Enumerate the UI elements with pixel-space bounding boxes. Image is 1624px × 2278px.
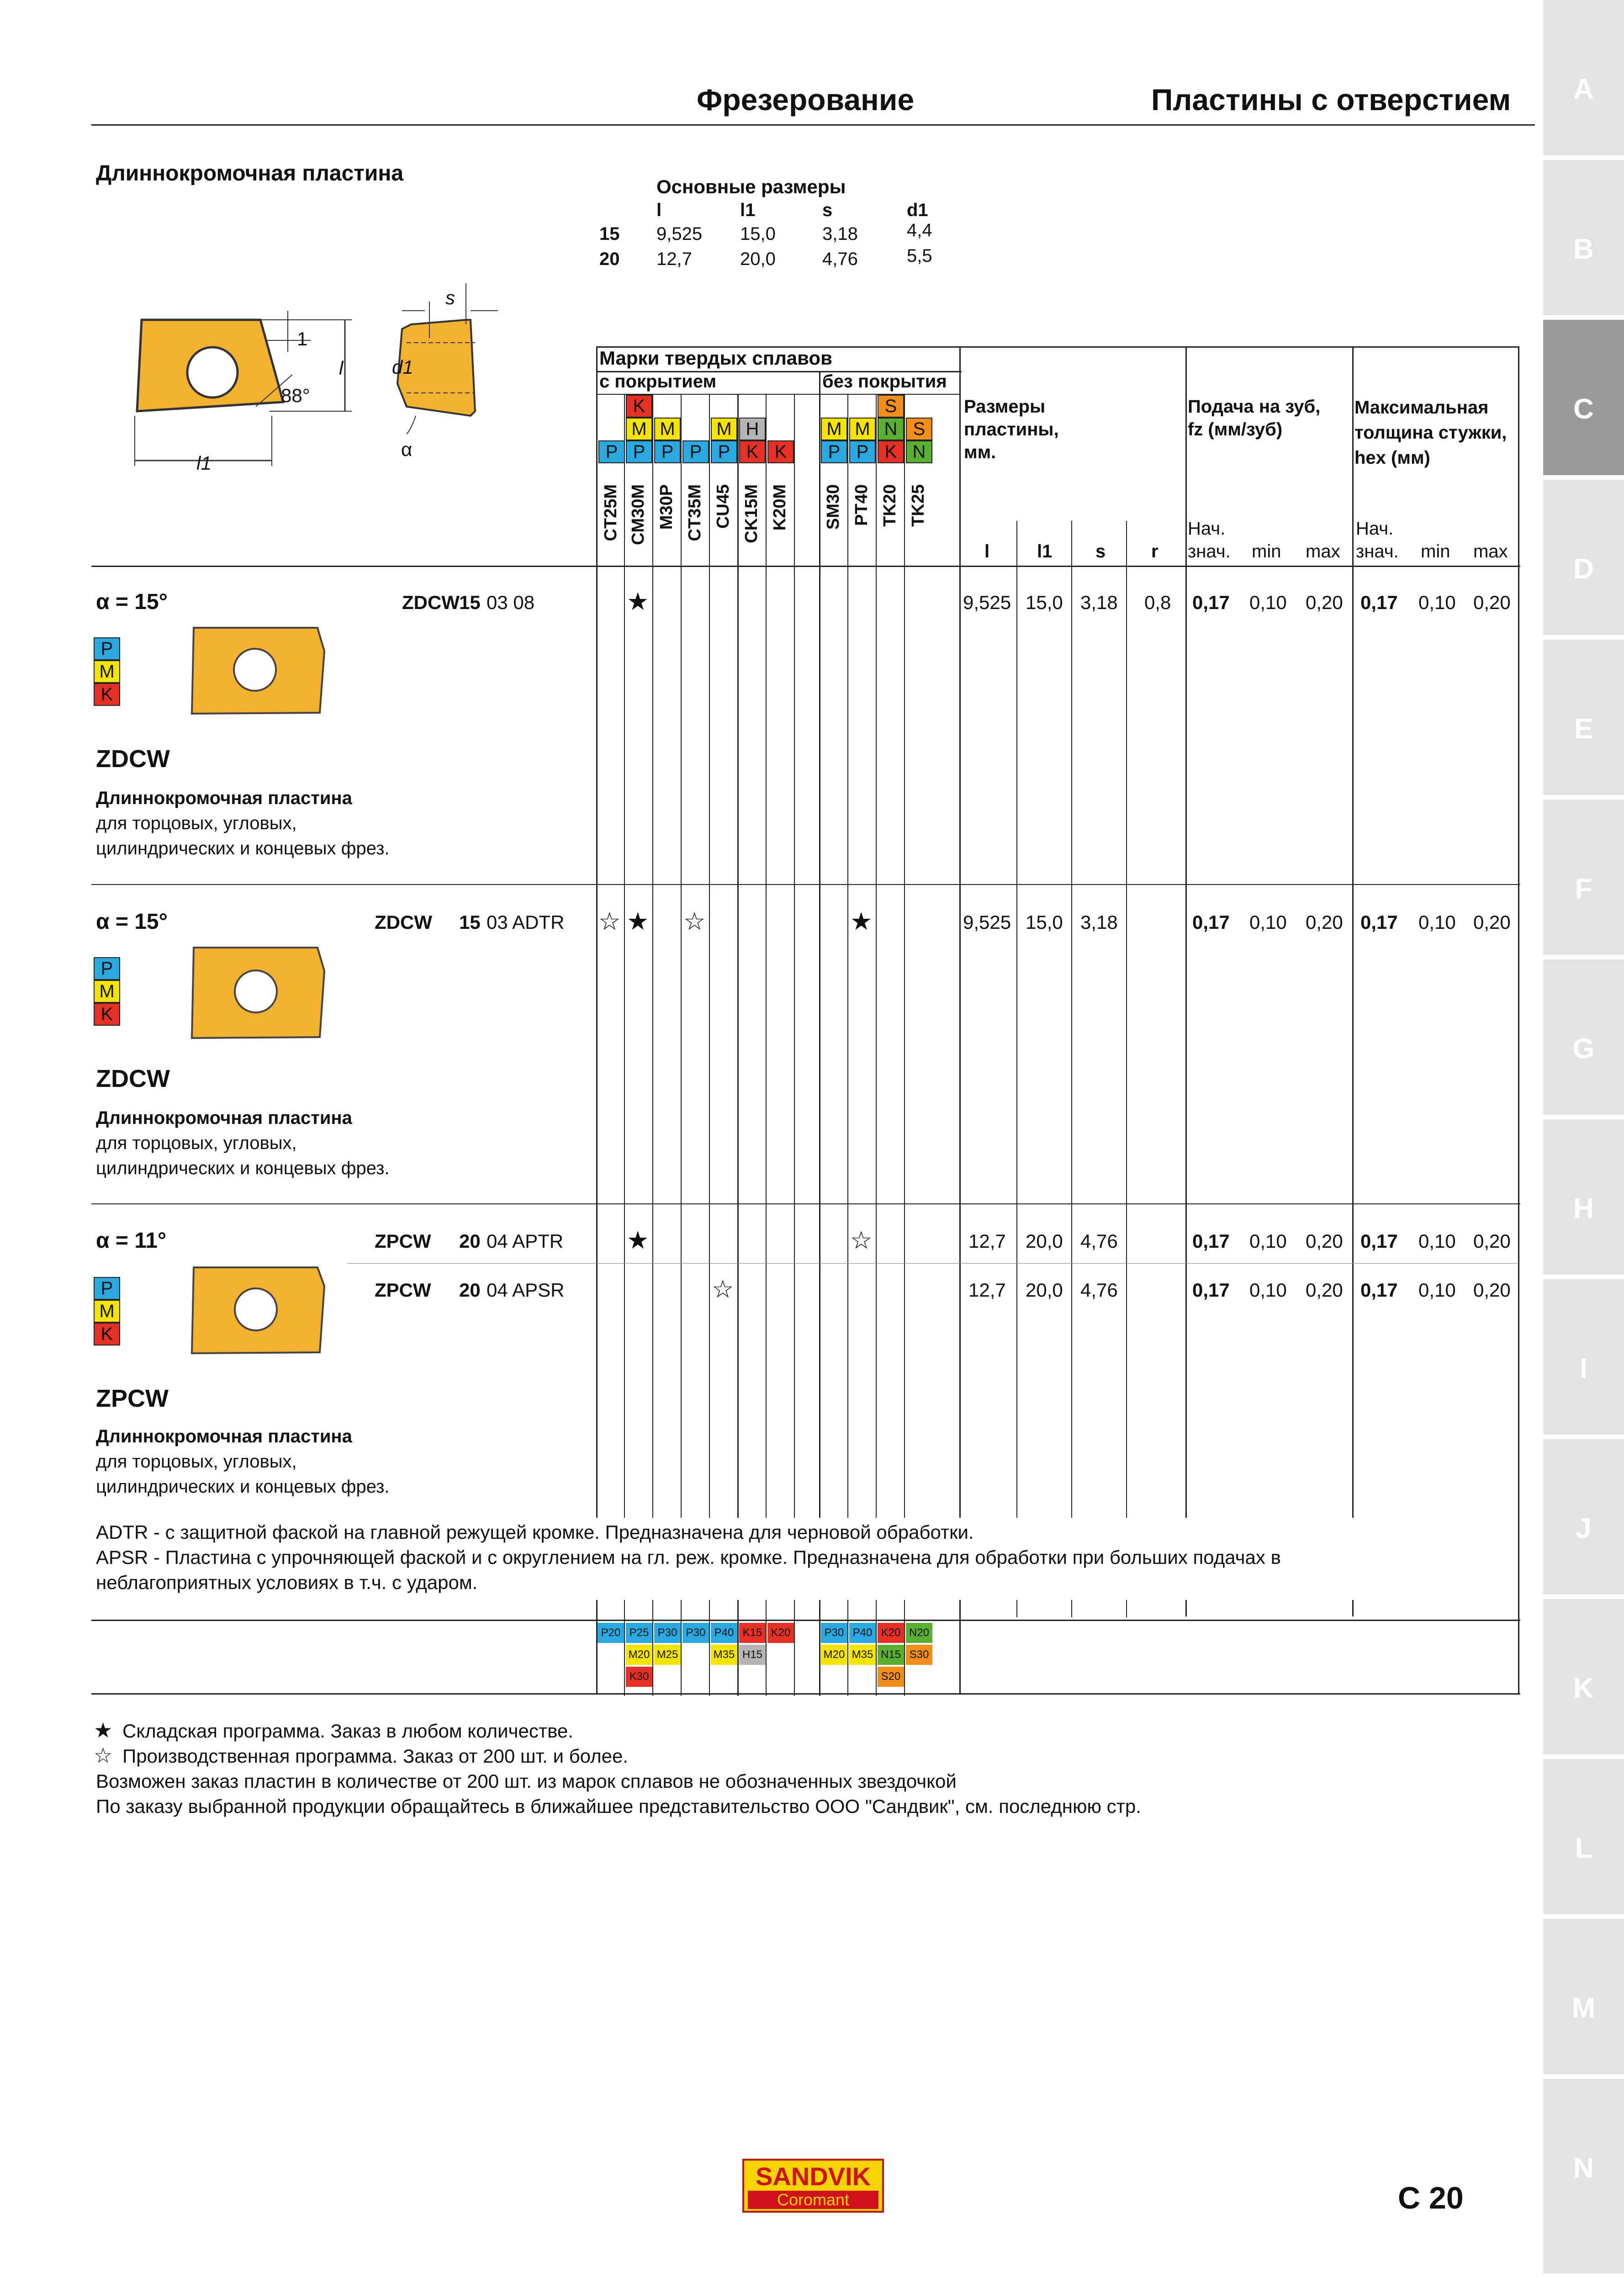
iso-p-chip: P: [654, 440, 681, 463]
iso-p-chip: P: [821, 440, 847, 463]
dims-value: 4,76: [822, 249, 858, 269]
insert-code: 04 APTR: [487, 1230, 564, 1252]
iso-m-chip: M: [94, 980, 120, 1003]
grade-name: TK25: [909, 484, 928, 527]
intro-title: Длиннокромочная пластина: [96, 161, 404, 185]
drawing-label-l: l: [339, 357, 344, 379]
note-apsr: APSR - Пластина с упрочняющей фаской и с округлением на гл. реж. кромке. Предназначена для обработки при больших подачах в: [96, 1547, 1281, 1568]
product-name: ZDCW: [96, 745, 170, 773]
size-code: 20: [459, 1279, 481, 1301]
tab-d[interactable]: D: [1543, 480, 1624, 640]
chip-start: 0,17: [1360, 1230, 1398, 1252]
dims-value: 3,18: [822, 224, 858, 244]
feed-min: min: [1252, 541, 1281, 562]
insert-image: [187, 946, 333, 1042]
grades-title: Марки твердых сплавов: [599, 347, 832, 369]
dim-l1: 15,0: [1026, 911, 1063, 933]
iso-p-chip: P: [682, 440, 709, 463]
iso-p-chip: P: [711, 440, 737, 463]
grade-name: CT25M: [601, 484, 620, 541]
iso-m-chip: M: [849, 418, 876, 440]
app-chip: M35: [711, 1645, 737, 1665]
feed-max-val: 0,20: [1306, 1230, 1343, 1252]
feed-min-val: 0,10: [1249, 1279, 1287, 1301]
iso-n-chip: N: [878, 418, 904, 440]
iso-k-chip: K: [94, 1003, 120, 1026]
dim-s: 4,76: [1080, 1279, 1118, 1301]
col-l: l: [984, 541, 990, 562]
iso-k-chip: K: [878, 440, 904, 463]
sandvik-logo: [742, 2159, 884, 2213]
drawing-label-angle: 88°: [281, 385, 310, 406]
production-star-icon: ☆: [683, 908, 706, 935]
grade-name: CM30M: [629, 484, 648, 546]
tab-j[interactable]: J: [1543, 1439, 1624, 1599]
production-star-icon: ☆: [94, 1743, 113, 1767]
size-code: 20: [459, 1230, 481, 1252]
feed-nach: Нач.: [1188, 519, 1226, 539]
iso-s-chip: S: [906, 418, 932, 440]
section-tabs: [1543, 0, 1624, 2278]
production-star-icon: ☆: [598, 908, 621, 935]
feed-min-val: 0,10: [1249, 592, 1287, 613]
tab-b[interactable]: B: [1543, 160, 1624, 320]
alpha-label: α = 15°: [96, 590, 168, 614]
iso-p-chip: P: [94, 1277, 120, 1300]
dims-size-20: 20: [599, 249, 620, 269]
dim-r: 0,8: [1144, 592, 1171, 613]
chip-nach: Нач.: [1356, 519, 1394, 539]
dims-value: 12,7: [656, 249, 692, 269]
desc-line: для торцовых, угловых,: [96, 813, 297, 833]
app-chip: S20: [878, 1667, 904, 1687]
uncoated-label: без покрытия: [822, 371, 947, 392]
stock-star-icon: ★: [627, 1227, 649, 1254]
tab-i[interactable]: I: [1543, 1279, 1624, 1439]
dims-size-15: 15: [599, 224, 620, 244]
iso-m-chip: M: [711, 418, 737, 440]
dims-value: 20,0: [740, 249, 776, 269]
app-chip: P40: [849, 1623, 876, 1643]
feed-label: Подача на зуб, fz (мм/зуб): [1188, 397, 1321, 440]
page-number: C 20: [1398, 2181, 1464, 2215]
drawing-label-alpha: α: [401, 439, 413, 460]
chip-start: 0,17: [1360, 911, 1398, 933]
size-code: 15: [459, 592, 481, 613]
chip-max-val: 0,20: [1473, 911, 1511, 933]
chip-max-val: 0,20: [1473, 1230, 1511, 1252]
series-code: ZDCW: [375, 911, 432, 933]
desc-bold: Длиннокромочная пластина: [96, 1426, 352, 1446]
size-code: 15: [459, 911, 481, 933]
tab-g[interactable]: G: [1543, 959, 1624, 1119]
product-name: ZDCW: [96, 1065, 170, 1092]
dim-l: 12,7: [968, 1230, 1006, 1252]
tab-l[interactable]: L: [1543, 1759, 1624, 1919]
chip-max-val: 0,20: [1473, 1279, 1511, 1301]
feed-max-val: 0,20: [1306, 592, 1343, 613]
feed-start: 0,17: [1192, 1279, 1230, 1301]
legend-note: Возможен заказ пластин в количестве от 200 шт. из марок сплавов не обозначенных звездочкой: [96, 1770, 957, 1792]
alpha-label: α = 15°: [96, 910, 168, 934]
iso-s-chip: S: [878, 395, 904, 418]
desc-line: цилиндрических и концевых фрез.: [96, 1477, 390, 1497]
feed-min-val: 0,10: [1249, 1230, 1287, 1252]
legend-production: Производственная программа. Заказ от 200 шт. и более.: [122, 1745, 628, 1767]
insert-code: 03 ADTR: [487, 911, 565, 933]
app-chip: P40: [711, 1623, 737, 1643]
col-s: s: [1095, 541, 1106, 562]
grade-name: CK15M: [742, 484, 761, 543]
dims-header-l1: l1: [740, 200, 756, 220]
iso-k-chip: K: [94, 1323, 120, 1346]
chip-znach: знач.: [1356, 541, 1399, 562]
iso-p-chip: P: [849, 440, 876, 463]
app-chip: P30: [821, 1623, 847, 1643]
drawing-label-d1: d1: [392, 356, 413, 378]
chip-min: min: [1421, 541, 1450, 562]
dim-s: 3,18: [1080, 592, 1118, 613]
dims-header-d1: d1: [907, 200, 928, 220]
iso-h-chip: H: [739, 418, 766, 440]
desc-bold: Длиннокромочная пластина: [96, 788, 352, 808]
product-name: ZPCW: [96, 1385, 169, 1412]
iso-n-chip: N: [906, 440, 932, 463]
logo-brand: SANDVIK: [748, 2163, 878, 2190]
app-chip: M25: [654, 1645, 681, 1665]
dims-value: 15,0: [740, 224, 776, 244]
grade-name: TK20: [880, 484, 899, 527]
series-code: ZPCW: [375, 1230, 431, 1252]
stock-star-icon: ★: [850, 908, 873, 935]
feed-start: 0,17: [1192, 1230, 1230, 1252]
app-chip: K15: [739, 1623, 766, 1643]
chip-start: 0,17: [1360, 1279, 1398, 1301]
header-divider: [91, 124, 1535, 126]
feed-max-val: 0,20: [1306, 1279, 1343, 1301]
iso-m-chip: M: [94, 1300, 120, 1323]
grade-name: PT40: [852, 484, 871, 526]
drawing-label-one: 1: [297, 328, 308, 350]
iso-k-chip: K: [739, 440, 766, 463]
iso-m-chip: M: [654, 418, 681, 440]
feed-max: max: [1306, 541, 1340, 562]
iso-p-chip: P: [94, 957, 120, 980]
chip-min-val: 0,10: [1418, 1279, 1456, 1301]
page-title: Пластины с отверстием: [1151, 83, 1511, 117]
dim-s: 4,76: [1080, 1230, 1118, 1252]
feed-min-val: 0,10: [1249, 911, 1287, 933]
production-star-icon: ☆: [712, 1276, 734, 1303]
dim-l: 9,525: [963, 592, 1011, 613]
production-star-icon: ☆: [850, 1227, 873, 1254]
app-chip: P25: [626, 1623, 652, 1643]
drawing-label-s: s: [445, 287, 455, 308]
desc-line: для торцовых, угловых,: [96, 1133, 297, 1153]
app-chip: N15: [878, 1645, 904, 1665]
series-code: ZPCW: [375, 1279, 431, 1301]
iso-p-chip: P: [598, 440, 625, 463]
iso-m-chip: M: [94, 660, 120, 683]
app-chip: S30: [906, 1645, 932, 1665]
note-adtr: ADTR - с защитной фаской на главной режущей кромке. Предназначена для черновой обработки.: [96, 1521, 974, 1543]
dims-header-l: l: [656, 200, 662, 220]
dim-l: 9,525: [963, 911, 1011, 933]
chip-max-val: 0,20: [1473, 592, 1511, 613]
sizes-label: Размеры пластины, мм.: [964, 397, 1059, 462]
dims-title: Основные размеры: [656, 176, 846, 197]
app-chip: K30: [626, 1667, 652, 1687]
app-chip: M35: [849, 1645, 876, 1665]
app-chip: K20: [878, 1623, 904, 1643]
header-bottom-line: [91, 566, 1520, 567]
desc-line: для торцовых, угловых,: [96, 1452, 297, 1472]
dim-s: 3,18: [1080, 911, 1118, 933]
coated-label: с покрытием: [599, 371, 717, 392]
insert-image: [187, 1266, 333, 1357]
grade-name: M30P: [657, 484, 676, 530]
tab-c[interactable]: C: [1543, 320, 1624, 480]
feed-znach: знач.: [1188, 541, 1231, 562]
drawing-label-l1: l1: [196, 452, 212, 474]
stock-star-icon: ★: [627, 588, 649, 615]
section-title: Фрезерование: [697, 83, 915, 117]
feed-start: 0,17: [1192, 911, 1230, 933]
app-chip: M20: [821, 1645, 847, 1665]
stock-star-icon: ★: [627, 908, 649, 935]
grade-name: SM30: [824, 484, 843, 530]
desc-bold: Длиннокромочная пластина: [96, 1108, 352, 1128]
app-chip: N20: [906, 1623, 932, 1643]
col-l1: l1: [1037, 541, 1053, 562]
dim-l1: 20,0: [1026, 1230, 1063, 1252]
tab-f[interactable]: F: [1543, 800, 1624, 959]
app-chip: H15: [739, 1645, 766, 1665]
iso-m-chip: M: [821, 418, 847, 440]
dims-header-s: s: [822, 200, 833, 220]
tab-h[interactable]: H: [1543, 1119, 1624, 1279]
iso-k-chip: K: [94, 683, 120, 706]
iso-p-chip: P: [94, 637, 120, 660]
desc-line: цилиндрических и концевых фрез.: [96, 838, 390, 858]
grade-name: CU45: [714, 484, 733, 529]
dim-l1: 20,0: [1026, 1279, 1063, 1301]
chip-min-val: 0,10: [1418, 911, 1456, 933]
chip-min-val: 0,10: [1418, 1230, 1456, 1252]
feed-max-val: 0,20: [1306, 911, 1343, 933]
chip-max: max: [1473, 541, 1508, 562]
tab-m[interactable]: M: [1543, 1919, 1624, 2079]
app-chip: P30: [682, 1623, 709, 1643]
legend-note: По заказу выбранной продукции обращайтесь в ближайшее представительство ООО "Сандвик", см. последнюю стр.: [96, 1796, 1141, 1817]
col-r: r: [1151, 541, 1158, 562]
dims-value: 4,4: [907, 220, 932, 240]
dim-l: 12,7: [968, 1279, 1006, 1301]
chip-start: 0,17: [1360, 592, 1398, 613]
alpha-label: α = 11°: [96, 1229, 167, 1253]
tab-n[interactable]: N: [1543, 2079, 1624, 2278]
dim-l1: 15,0: [1026, 592, 1063, 613]
note-apsr-cont: неблагоприятных условиях в т.ч. с ударом.: [96, 1572, 478, 1593]
dims-value: 9,525: [656, 224, 703, 244]
dims-value: 5,5: [907, 246, 932, 266]
insert-code: 03 08: [487, 592, 535, 613]
iso-p-chip: P: [626, 440, 652, 463]
feed-start: 0,17: [1192, 592, 1230, 613]
app-chip: P20: [598, 1623, 624, 1643]
insert-code: 04 APSR: [487, 1279, 565, 1301]
logo-sub: Coromant: [748, 2191, 878, 2209]
chip-min-val: 0,10: [1418, 592, 1456, 613]
tab-a[interactable]: A: [1543, 0, 1624, 160]
app-chip: P30: [654, 1623, 681, 1643]
tab-k[interactable]: K: [1543, 1599, 1624, 1759]
insert-image: [187, 626, 333, 717]
iso-k-chip: K: [767, 440, 794, 463]
grade-name: CT35M: [685, 484, 704, 541]
iso-m-chip: M: [626, 418, 652, 440]
app-chip: M20: [626, 1645, 652, 1665]
legend-stock: Складская программа. Заказ в любом количестве.: [122, 1720, 573, 1742]
app-chip: K20: [767, 1623, 794, 1643]
grade-name: K20M: [770, 484, 789, 531]
series-code: ZDCW: [402, 592, 460, 613]
tab-e[interactable]: E: [1543, 640, 1624, 800]
stock-star-icon: ★: [94, 1718, 113, 1742]
chip-thickness-label: Максимальная толщина стужки, hex (мм): [1354, 397, 1507, 468]
iso-k-chip: K: [626, 395, 652, 418]
desc-line: цилиндрических и концевых фрез.: [96, 1158, 390, 1178]
